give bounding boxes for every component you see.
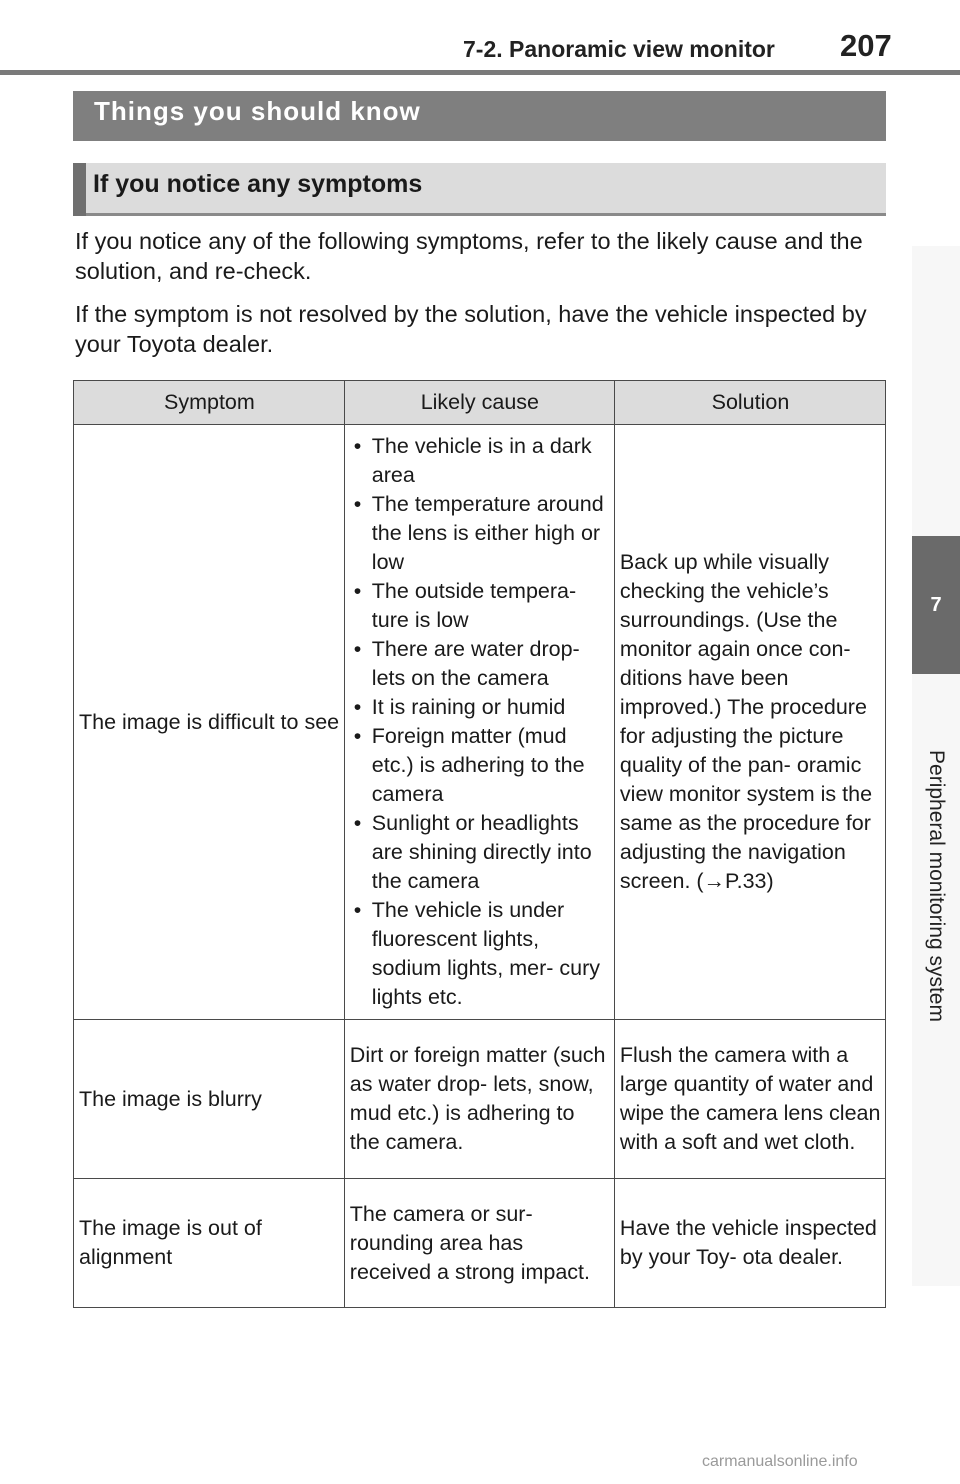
- cause-item: • There are water drop- lets on the camera: [350, 635, 610, 693]
- symptoms-subheading: If you notice any symptoms: [93, 170, 423, 198]
- cause-cell: [344, 425, 614, 1020]
- header-rule: [0, 70, 960, 75]
- subheading-accent-bar: [73, 163, 86, 216]
- symptom-table: [73, 380, 886, 1308]
- header-likely-cause: Likely cause: [344, 381, 614, 425]
- symptom-cell: The image is out of alignment: [74, 1179, 345, 1308]
- intro-paragraph: If the symptom is not resolved by the solution, have the vehicle inspected by your Toyota dealer.: [75, 301, 867, 357]
- cause-item: • Foreign matter (mud etc.) is adhering to the camera: [350, 722, 610, 809]
- page-number: 207: [840, 28, 892, 63]
- table-row: [74, 425, 886, 1020]
- cause-item: • The vehicle is in a dark area: [350, 432, 610, 490]
- symptom-cell: The image is difficult to see: [74, 425, 345, 1020]
- header-solution: Solution: [614, 381, 885, 425]
- cause-list: [350, 432, 610, 1012]
- table-header-row: [74, 381, 886, 425]
- things-you-should-know-heading: Things you should know: [94, 96, 421, 126]
- intro-paragraph: If you notice any of the following symptoms, refer to the likely cause and the solution, and re-check.: [75, 228, 863, 284]
- table-row: [74, 1179, 886, 1308]
- cause-item: • It is raining or humid: [350, 693, 610, 722]
- cause-cell: Dirt or foreign matter (such as water drop- lets, snow, mud etc.) is adhering to the camera.: [344, 1020, 614, 1179]
- cause-item: • The temperature around the lens is either high or low: [350, 490, 610, 577]
- solution-cell: Back up while visually checking the vehicle’s surroundings. (Use the monitor again once con- ditions have been improved.) The procedure for adjusting the picture quality of the pan- oramic view monitor system is the same as the procedure for adjusting the navigation screen. (→P.33): [614, 425, 885, 1020]
- solution-cell: Have the vehicle inspected by your Toy- ota dealer.: [614, 1179, 885, 1308]
- chapter-label: Peripheral monitoring system: [925, 750, 948, 1022]
- cause-item: • Sunlight or headlights are shining directly into the camera: [350, 809, 610, 896]
- table-row: [74, 1020, 886, 1179]
- intro-text: [75, 226, 885, 372]
- cause-item: • The outside tempera- ture is low: [350, 577, 610, 635]
- header-symptom: Symptom: [74, 381, 345, 425]
- cause-item: • The vehicle is under fluorescent lights, sodium lights, mer- cury lights etc.: [350, 896, 610, 1012]
- watermark: carmanualsonline.info: [702, 1453, 858, 1470]
- cause-cell: The camera or sur- rounding area has received a strong impact.: [344, 1179, 614, 1308]
- section-title: 7-2. Panoramic view monitor: [463, 36, 775, 62]
- solution-cell: Flush the camera with a large quantity of water and wipe the camera lens clean with a soft and wet cloth.: [614, 1020, 885, 1179]
- symptom-cell: The image is blurry: [74, 1020, 345, 1179]
- chapter-number-tab: 7: [912, 536, 960, 674]
